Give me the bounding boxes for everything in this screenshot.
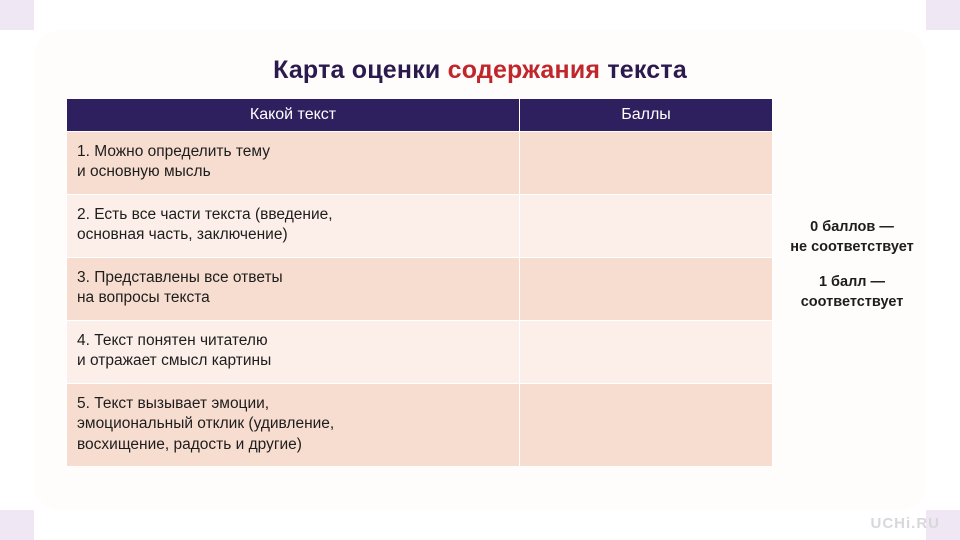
page-edge-top-left xyxy=(0,0,34,30)
score-cell[interactable] xyxy=(520,383,773,466)
table-header-row xyxy=(67,99,773,132)
score-table-body xyxy=(67,132,773,467)
table-row xyxy=(67,383,773,466)
score-cell[interactable] xyxy=(520,132,773,195)
page-title-part2: текста xyxy=(600,56,687,84)
table-row xyxy=(67,132,773,195)
legend-zero-points: 0 баллов — не соответствует xyxy=(790,219,914,255)
page-edge-top-right xyxy=(926,0,960,30)
criteria-cell: 4. Текст понятен читателю и отражает смысл картины xyxy=(67,320,520,383)
criteria-cell: 3. Представлены все ответы на вопросы текста xyxy=(67,257,520,320)
page-edge-bottom-left xyxy=(0,510,34,540)
column-header-score: Баллы xyxy=(520,99,773,132)
content-card xyxy=(34,30,926,510)
score-table-wrapper xyxy=(66,98,746,467)
page-title xyxy=(34,56,926,85)
table-row xyxy=(67,257,773,320)
score-table xyxy=(66,98,773,467)
page-title-part1: Карта оценки xyxy=(273,56,448,84)
score-cell[interactable] xyxy=(520,257,773,320)
score-legend xyxy=(772,218,932,312)
score-cell[interactable] xyxy=(520,194,773,257)
legend-one-point: 1 балл — соответствует xyxy=(800,274,904,310)
score-cell[interactable] xyxy=(520,320,773,383)
table-row xyxy=(67,320,773,383)
criteria-cell: 5. Текст вызывает эмоции, эмоциональный отклик (удивление, восхищение, радость и другие) xyxy=(67,383,520,466)
table-row xyxy=(67,194,773,257)
page-title-accent: содержания xyxy=(447,56,601,84)
score-table-head xyxy=(67,99,773,132)
watermark: UCHi.RU xyxy=(870,515,940,532)
criteria-cell: 1. Можно определить тему и основную мысль xyxy=(67,132,520,195)
column-header-criteria: Какой текст xyxy=(67,99,520,132)
criteria-cell: 2. Есть все части текста (введение, основная часть, заключение) xyxy=(67,194,520,257)
